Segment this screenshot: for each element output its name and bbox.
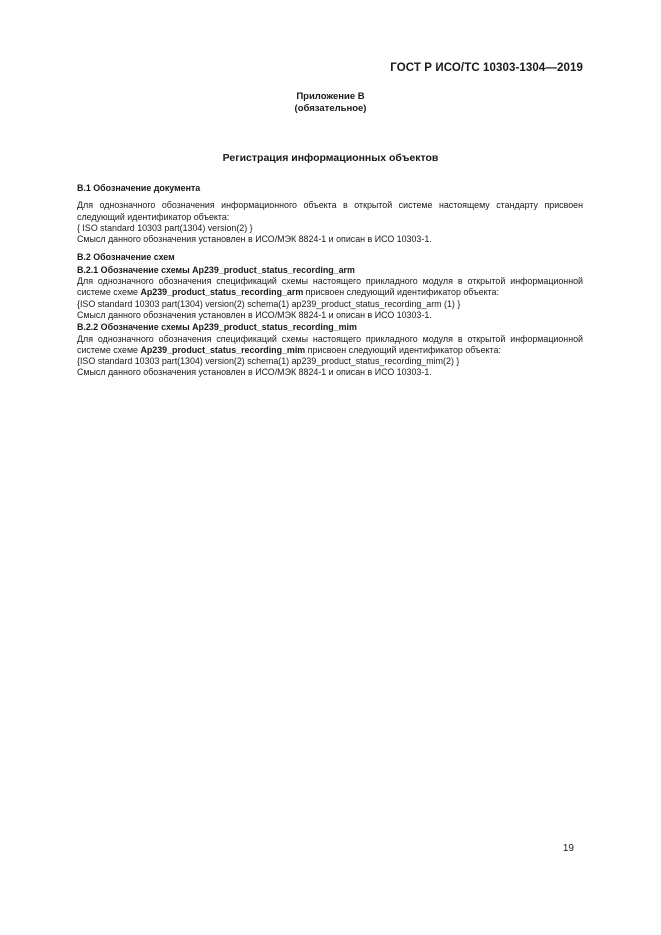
section-b22-identifier: {ISO standard 10303 part(1304) version(2) schema(1) ap239_product_status_recording_mim(2) } — [77, 356, 460, 367]
section-b21-meaning: Смысл данного обозначения установлен в ИСО/МЭК 8824-1 и описан в ИСО 10303-1. — [77, 309, 432, 320]
section-heading-b1: В.1 Обозначение документа — [77, 183, 201, 193]
section-b21-schema-name: Ap239_product_status_recording_arm — [140, 287, 304, 298]
section-b21-para-pre: Для однозначного обозначения спецификаций схемы настоящего прикладного модуля в открытой информационной системе схеме — [77, 276, 583, 298]
section-b21-paragraph — [77, 276, 583, 299]
annex-heading — [0, 91, 661, 115]
section-b22-para-post: присвоен следующий идентификатор объекта: — [305, 344, 501, 355]
section-b21-para-post: присвоен следующий идентификатор объекта: — [303, 287, 499, 298]
page-number: 19 — [562, 843, 574, 854]
document-code: ГОСТ Р ИСО/ТС 10303-1304—2019 — [390, 62, 583, 74]
section-b22-paragraph — [77, 334, 583, 357]
section-b22-para-pre: Для однозначного обозначения спецификаций схемы настоящего прикладного модуля в открытой информационной системе схеме — [77, 333, 583, 355]
section-heading-b22: В.2.2 Обозначение схемы Ap239_product_status_recording_mim — [77, 322, 357, 333]
section-b1-identifier: { ISO standard 10303 part(1304) version(2) } — [77, 222, 253, 233]
annex-status: (обязательное) — [294, 103, 367, 114]
page-title: Регистрация информационных объектов — [222, 152, 439, 164]
section-heading-b2: В.2 Обозначение схем — [77, 252, 175, 263]
annex-title: Приложение В — [296, 91, 365, 102]
section-b1-meaning: Смысл данного обозначения установлен в ИСО/МЭК 8824-1 и описан в ИСО 10303-1. — [77, 234, 432, 245]
section-b22-meaning: Смысл данного обозначения установлен в ИСО/МЭК 8824-1 и описан в ИСО 10303-1. — [77, 367, 432, 378]
section-heading-b21: В.2.1 Обозначение схемы Ap239_product_status_recording_arm — [77, 264, 355, 275]
document-body — [77, 183, 583, 379]
section-b21-identifier: {ISO standard 10303 part(1304) version(2) schema(1) ap239_product_status_recording_arm (1) } — [77, 298, 461, 309]
section-b22-schema-name: Ap239_product_status_recording_mim — [140, 344, 306, 355]
section-b1-paragraph: Для однозначного обозначения информационного объекта в открытой системе настоящему стандарту присвоен следующий идентификатор объекта: — [77, 200, 583, 222]
